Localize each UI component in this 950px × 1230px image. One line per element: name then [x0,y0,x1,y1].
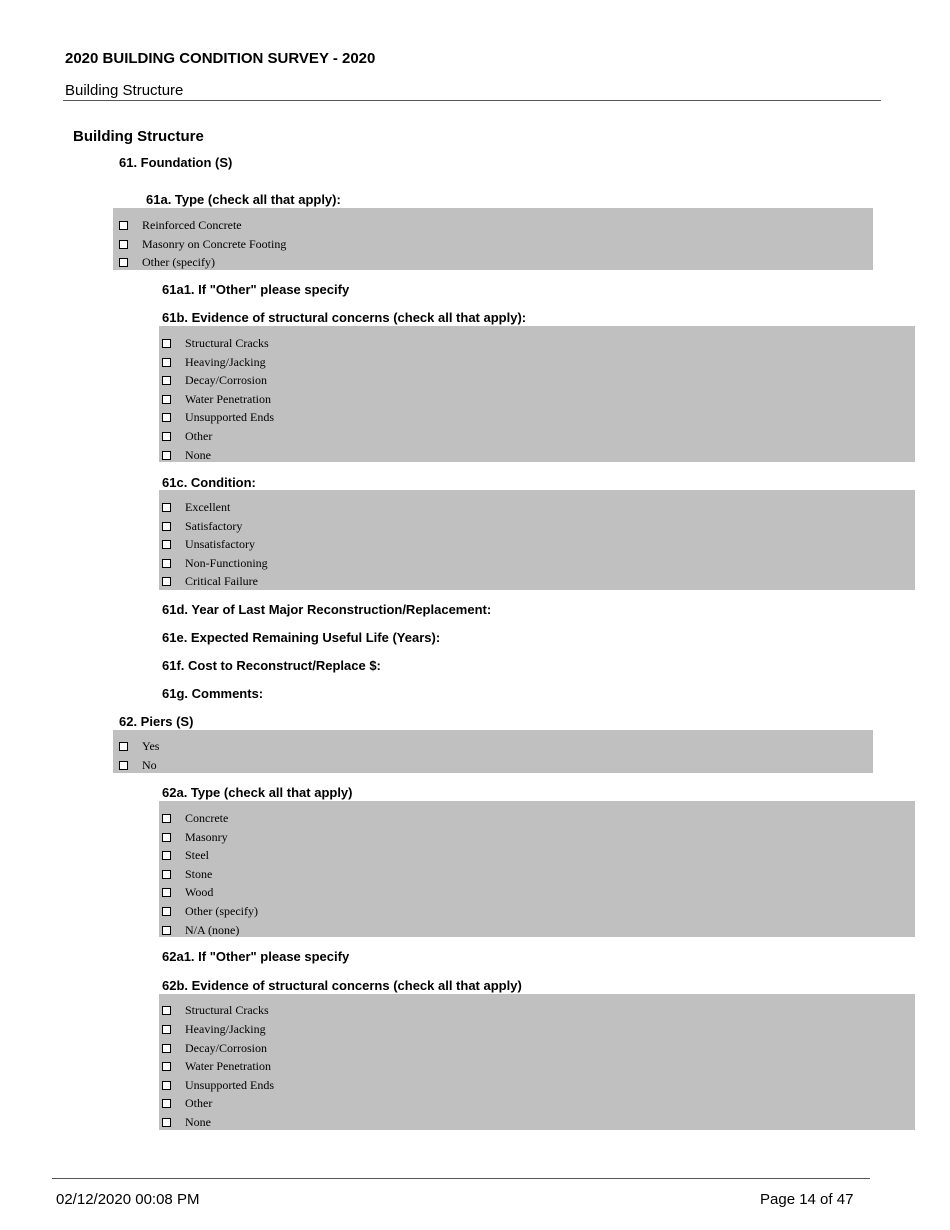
checkbox-option[interactable] [162,1076,274,1094]
options-61b [159,326,915,462]
checkbox-icon[interactable] [162,577,171,586]
checkbox-icon[interactable] [119,761,128,770]
page-number: Page 14 of 47 [760,1191,854,1208]
checkbox-icon[interactable] [162,432,171,441]
document-subtitle: Building Structure [65,82,184,99]
option-label: Heaving/Jacking [185,354,266,369]
checkbox-option[interactable] [162,828,228,846]
question-61a1-label: 61a1. If "Other" please specify [162,282,350,297]
checkbox-option[interactable] [119,235,286,253]
checkbox-option[interactable] [119,756,157,774]
checkbox-option[interactable] [162,371,267,389]
checkbox-option[interactable] [162,334,269,352]
option-label: Other [185,1095,213,1110]
option-label: Masonry on Concrete Footing [142,236,287,251]
question-62a1-label: 62a1. If "Other" please specify [162,949,350,964]
checkbox-option[interactable] [162,1001,269,1019]
footer-timestamp: 02/12/2020 00:08 PM [56,1191,200,1208]
checkbox-icon[interactable] [162,870,171,879]
checkbox-option[interactable] [162,517,242,535]
checkbox-icon[interactable] [162,1006,171,1015]
option-label: Critical Failure [185,573,258,588]
question-61b-label: 61b. Evidence of structural concerns (check all that apply): [162,310,527,325]
checkbox-option[interactable] [162,883,213,901]
checkbox-icon[interactable] [119,742,128,751]
question-62a-label: 62a. Type (check all that apply) [162,785,353,800]
checkbox-icon[interactable] [162,926,171,935]
checkbox-icon[interactable] [162,540,171,549]
footer-divider [52,1178,870,1179]
options-62 [113,730,873,773]
checkbox-option[interactable] [162,1113,211,1131]
option-label: N/A (none) [185,922,240,937]
checkbox-icon[interactable] [119,240,128,249]
question-61f-label: 61f. Cost to Reconstruct/Replace $: [162,658,381,673]
checkbox-option[interactable] [162,535,255,553]
option-label: Other (specify) [142,254,215,269]
checkbox-icon[interactable] [162,1099,171,1108]
options-62b [159,994,915,1130]
option-label: Excellent [185,499,231,514]
checkbox-option[interactable] [162,902,258,920]
checkbox-icon[interactable] [162,1062,171,1071]
checkbox-option[interactable] [162,498,230,516]
option-label: Unsupported Ends [185,1077,274,1092]
checkbox-icon[interactable] [162,358,171,367]
checkbox-option[interactable] [119,737,159,755]
checkbox-icon[interactable] [162,413,171,422]
checkbox-option[interactable] [162,865,212,883]
question-61d-label: 61d. Year of Last Major Reconstruction/Replacement: [162,602,492,617]
option-label: Stone [185,866,213,881]
option-label: Steel [185,847,209,862]
option-label: Yes [142,738,160,753]
checkbox-icon[interactable] [162,395,171,404]
options-61c [159,490,915,590]
question-61c-label: 61c. Condition: [162,475,256,490]
option-label: Other (specify) [185,903,258,918]
header-divider [63,100,881,101]
option-label: No [142,757,157,772]
option-label: Water Penetration [185,391,271,406]
checkbox-option[interactable] [162,1057,271,1075]
checkbox-icon[interactable] [162,1025,171,1034]
checkbox-icon[interactable] [162,907,171,916]
checkbox-option[interactable] [162,921,239,939]
checkbox-option[interactable] [162,1039,267,1057]
question-61a-label: 61a. Type (check all that apply): [146,192,341,207]
question-61e-label: 61e. Expected Remaining Useful Life (Years): [162,630,441,645]
question-61g-label: 61g. Comments: [162,686,264,701]
option-label: Heaving/Jacking [185,1021,266,1036]
checkbox-icon[interactable] [162,1118,171,1127]
option-label: Wood [185,884,214,899]
section-title: Building Structure [73,128,204,145]
option-label: Structural Cracks [185,335,269,350]
option-label: Unsupported Ends [185,409,274,424]
checkbox-icon[interactable] [162,1081,171,1090]
checkbox-option[interactable] [162,1020,266,1038]
checkbox-icon[interactable] [119,258,128,267]
option-label: Unsatisfactory [185,536,255,551]
checkbox-icon[interactable] [162,376,171,385]
question-61-label: 61. Foundation (S) [119,155,233,170]
option-label: None [185,447,211,462]
checkbox-option[interactable] [162,1094,212,1112]
option-label: Decay/Corrosion [185,372,267,387]
checkbox-icon[interactable] [162,559,171,568]
checkbox-option[interactable] [162,427,212,445]
checkbox-option[interactable] [162,390,271,408]
checkbox-icon[interactable] [162,1044,171,1053]
checkbox-option[interactable] [162,846,209,864]
checkbox-icon[interactable] [162,451,171,460]
option-label: Structural Cracks [185,1002,269,1017]
options-62a [159,801,915,937]
checkbox-option[interactable] [162,554,268,572]
document-title: 2020 BUILDING CONDITION SURVEY - 2020 [65,50,376,67]
option-label: Satisfactory [185,518,243,533]
checkbox-option[interactable] [162,353,266,371]
question-62b-label: 62b. Evidence of structural concerns (check all that apply) [162,978,522,993]
option-label: Reinforced Concrete [142,217,242,232]
option-label: Water Penetration [185,1058,271,1073]
checkbox-icon[interactable] [162,888,171,897]
checkbox-icon[interactable] [162,339,171,348]
options-61a [113,208,873,270]
option-label: Concrete [185,810,229,825]
option-label: Decay/Corrosion [185,1040,267,1055]
checkbox-icon[interactable] [119,221,128,230]
checkbox-option[interactable] [119,253,215,271]
checkbox-icon[interactable] [162,814,171,823]
checkbox-icon[interactable] [162,833,171,842]
option-label: None [185,1114,211,1129]
checkbox-option[interactable] [162,809,228,827]
option-label: Masonry [185,829,228,844]
checkbox-icon[interactable] [162,522,171,531]
question-62-label: 62. Piers (S) [119,714,194,729]
checkbox-option[interactable] [119,216,242,234]
checkbox-option[interactable] [162,446,211,464]
option-label: Other [185,428,213,443]
option-label: Non-Functioning [185,555,268,570]
checkbox-icon[interactable] [162,851,171,860]
checkbox-option[interactable] [162,572,258,590]
checkbox-option[interactable] [162,408,274,426]
checkbox-icon[interactable] [162,503,171,512]
